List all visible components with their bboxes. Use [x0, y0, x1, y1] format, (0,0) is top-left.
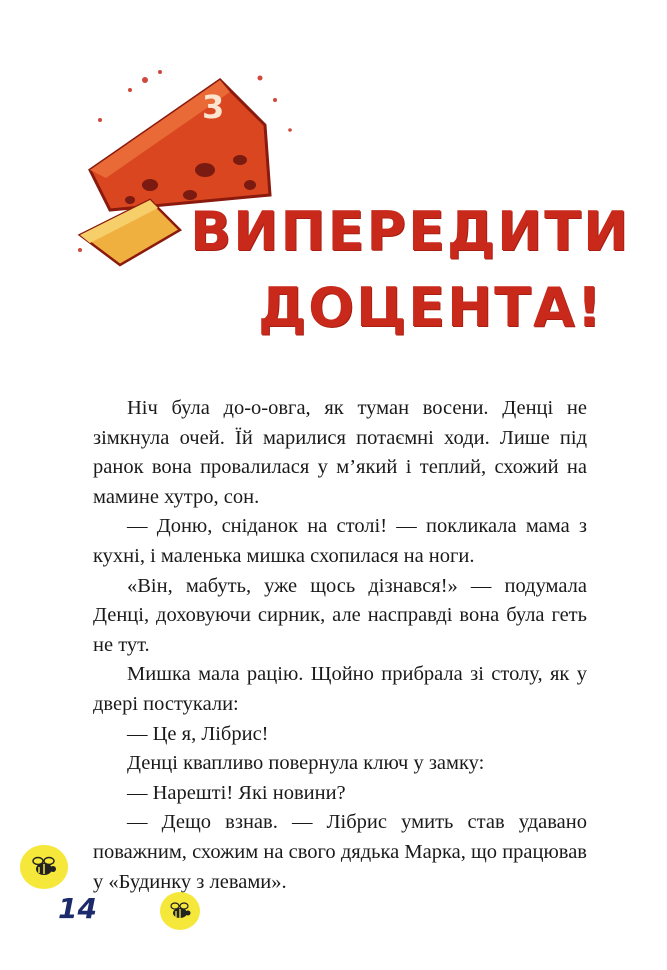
body-text: [93, 394, 587, 897]
paragraph: — Дещо взнав. — Лібрис умить став удавано поважним, схожим на свого дядька Марка, що працював у «Будинку з левами».: [93, 811, 587, 893]
page-number: 14: [58, 892, 97, 925]
chapter-title-line1: ВИПЕРЕДИТИ: [190, 200, 631, 263]
paragraph: «Він, мабуть, уже щось дізнався!» — подумала Денці, доховуючи сирник, але насправді вона була геть не тут.: [93, 574, 587, 656]
paragraph: — Нарешті! Які новини?: [127, 781, 346, 804]
chapter-title: [190, 200, 631, 339]
chapter-number: 3: [202, 88, 225, 126]
paragraph: Ніч була до-о-овга, як туман восени. Денці не зімкнула очей. Їй марилися потаємні ходи. Лише під ранок вона провалилася у м’який і теплий, схожий на мамине хутро, сон.: [93, 397, 587, 508]
paragraph: Мишка мала рацію. Щойно прибрала зі столу, як у двері постукали:: [93, 663, 587, 715]
bee-icon: [18, 842, 70, 892]
chapter-title-line2: ДОЦЕНТА!: [258, 276, 604, 339]
paragraph: Денці квапливо повернула ключ у замку:: [127, 752, 485, 775]
paragraph: — Це я, Лібрис!: [127, 722, 269, 745]
paragraph: — Доню, сніданок на столі! — покликала мама з кухні, і маленька мишка схопилася на ноги.: [93, 515, 587, 567]
bee-icon: [158, 890, 202, 932]
